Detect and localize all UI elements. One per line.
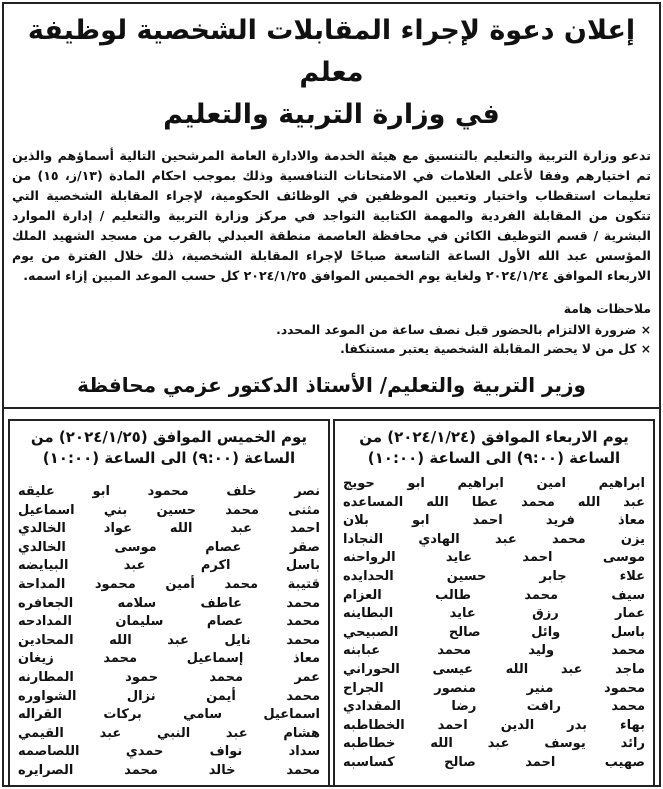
candidate-name: معاذ فريد احمد ابو بلان [343,513,645,529]
candidate-name: محمد أيمن نزال الشواوره [18,688,320,704]
candidate-name: سيف محمد طالب العزام [343,587,645,603]
wednesday-names [343,475,645,773]
candidate-name: نصر خلف محمود ابو عليقه [18,484,320,499]
announcement-title [4,4,659,136]
thursday-date: يوم الخميس الموافق (٢٠٢٤/١/٢٥) من [30,428,308,446]
wednesday-date: يوم الاربعاء الموافق (٢٠٢٤/١/٢٤) من [359,428,629,446]
candidate-name: احمد عبد الله عواد الخالدي [18,521,320,537]
candidate-name: ماجد عبد الله عيسى الحوراني [343,661,645,677]
candidate-name: معاذ إسماعيل محمد زيغان [18,651,320,667]
note-item: × ضرورة الالتزام بالحضور قبل نصف ساعة من الموعد المحدد. [276,323,651,337]
candidate-name: باسل اكرم عبد البيايضه [18,558,320,574]
candidate-name: عمار رزق عايد البطاينه [343,606,645,622]
candidate-name: محمد عاطف سلامه الجعافره [18,595,320,611]
wednesday-column [333,419,655,785]
candidate-name: ابراهيم امين ابراهيم ابو حويج [343,476,645,491]
title-line-1: إعلان دعوة لإجراء المقابلات الشخصية لوظيفة معلم [27,15,636,88]
candidate-name: عمر محمد حمود المطارنه [18,669,320,685]
candidate-name: محمد وليد محمد عبابنه [343,643,645,659]
candidate-name: صهيب احمد صالح كساسبه [343,754,645,770]
minister-signature: وزير التربية والتعليم/ الأستاذ الدكتور عزمي محافظة [77,373,586,397]
announcement-frame [2,2,661,787]
schedule-columns [4,409,659,785]
candidate-name: اسماعيل سامي بركات القراله [18,707,320,723]
candidate-name: محمد عصام سليمان المدادحه [18,614,320,630]
candidate-name: محمد نايل عبد الله المحادين [18,632,320,648]
candidate-name: بهاء بدر الدين احمد الخطاطبه [343,717,645,733]
candidate-name: محمود منير منصور الجراح [343,680,645,696]
candidate-name: عبد الله محمد عطا الله المساعده [343,494,645,510]
candidate-name: مثنى محمد حسين بني اسماعيل [18,502,320,518]
wednesday-time: الساعة (٩:٠٠) الى الساعة (١٠:٠٠) [367,449,621,467]
thursday-column [8,419,330,785]
title-line-2: في وزارة التربية والتعليم [163,99,500,130]
notes-heading: ملاحظات هامة [563,302,651,316]
thursday-names [18,483,320,781]
thursday-time: الساعة (٩:٠٠) الى الساعة (١٠:٠٠) [42,449,296,467]
announcement-body: تدعو وزارة التربية والتعليم بالتنسيق مع هيئة الخدمة والادارة العامة المرشحين التالية أسماؤهم والذين تم اختيارهم وفقا لأعلى العلامات في الامتحانات التنافسية وذلك بموجب احكام المادة (١٣/ز، ١٥) من تعليمات استقطاب واختيار وتعيين الموظفين في الوظائف الحكومية، لإجراء المقابلة الشخصية التي تتكون من المقابلة الفردية والمهمة الكتابية التواجد في مركز وزارة التربية والتعليم / إدارة الموارد البشرية / قسم التوظيف الكائن في محافظة العاصمة منطقة العبدلي بالقرب من مسجد الشهيد الملك المؤسس عبد الله الأول الساعة التاسعة صباحًا لإجراء المقابلة الشخصية، ذلك خلال الفترة من يوم الاربعاء الموافق ٢٠٢٤/١/٢٤ ولغاية يوم الخميس الموافق ٢٠٢٤/١/٢٥ كل حسب الموعد المبين إزاء اسمه. [12,148,651,283]
candidate-name: سداد نواف حمدي اللصاصمه [18,744,320,760]
candidate-name: رائد يوسف عبد الله خطاطبه [343,736,645,752]
candidate-name: علاء جابر حسين الحدايده [343,568,645,584]
candidate-name: موسى احمد عايد الرواحنه [343,550,645,566]
candidate-name: هشام عبد النبي عبد القيمي [18,725,320,741]
candidate-name: محمد خالد محمد الصرايره [18,762,320,778]
wednesday-header [343,427,645,469]
note-item: × كل من لا يحضر المقابلة الشخصية يعتبر مستنكفا. [340,342,651,356]
thursday-header [18,427,320,469]
candidate-name: قتيبة محمد أمين محمود المداحة [18,576,320,592]
candidate-name: باسل وائل صالح الصبيحي [343,624,645,640]
candidate-name: محمد رافت رضا المقدادي [343,699,645,715]
candidate-name: يزن محمد عبد الهادي النجادا [343,531,645,547]
notes [12,300,651,359]
candidate-name: صقر عصام موسى الخالدي [18,539,320,555]
